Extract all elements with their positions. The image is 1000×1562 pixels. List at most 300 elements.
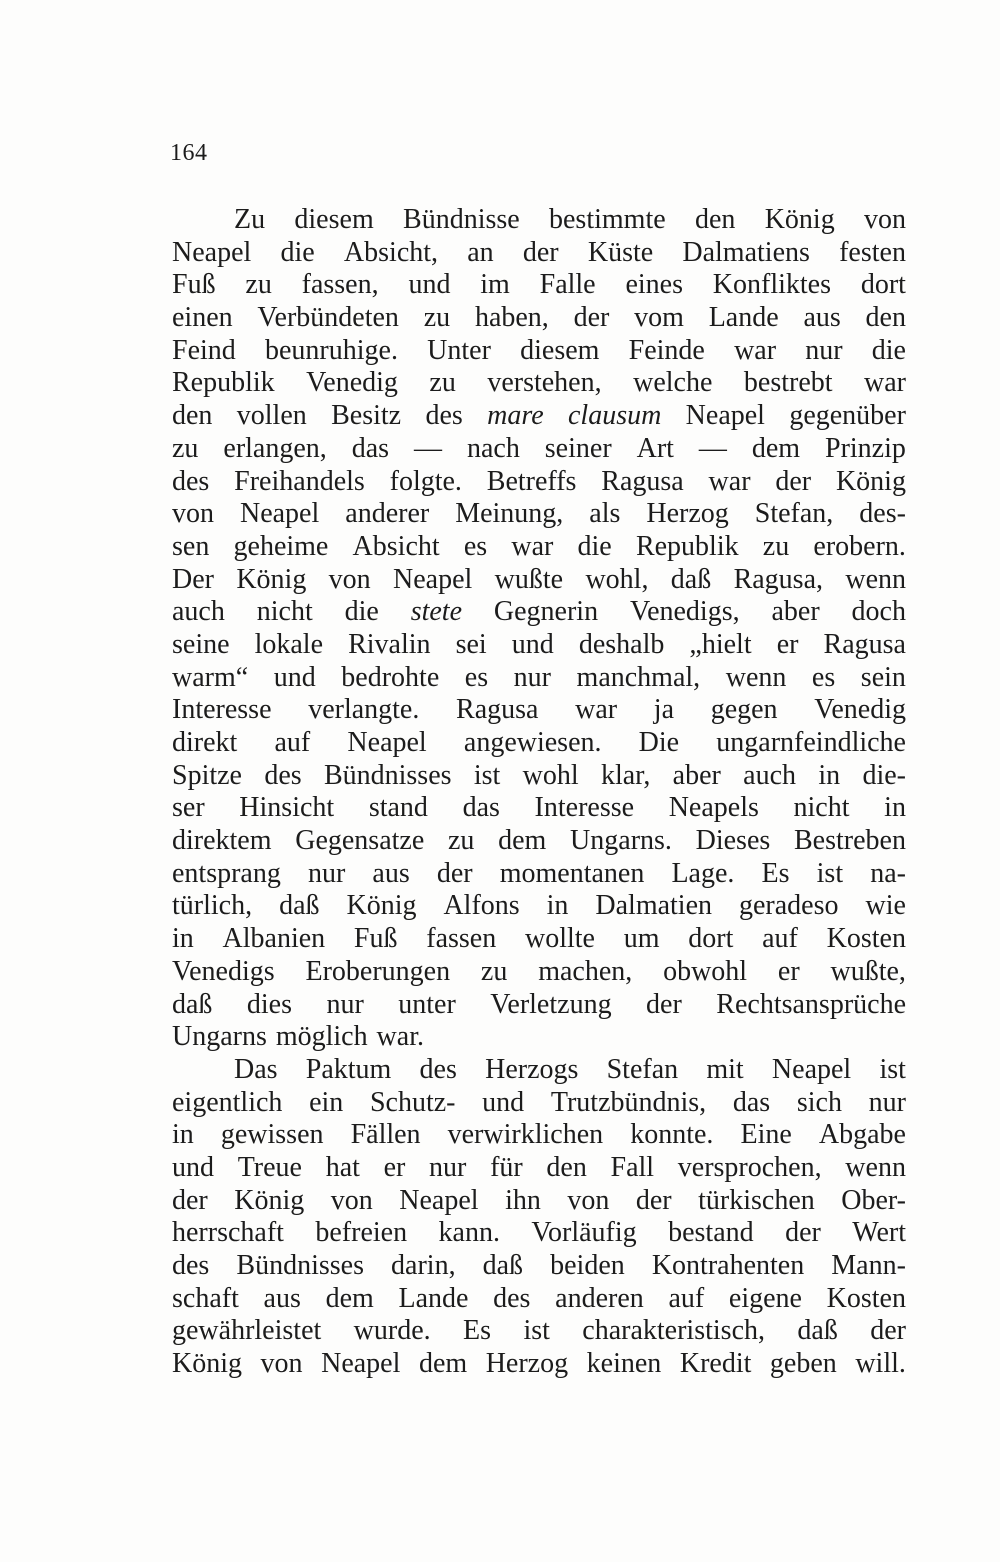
word: verwirklichen xyxy=(447,1119,604,1151)
word: daß xyxy=(172,988,213,1020)
word: gewissen xyxy=(220,1119,324,1151)
word: des xyxy=(493,1282,531,1314)
text-line xyxy=(172,433,906,466)
word: manchmal, xyxy=(576,661,701,693)
word: Dieses xyxy=(695,825,771,857)
word: vollen xyxy=(236,400,307,432)
word: zu xyxy=(245,269,272,301)
word: sen xyxy=(172,530,210,562)
word: Verbündeten xyxy=(257,302,399,334)
word: Neapel xyxy=(321,1348,401,1380)
word: versprochen, xyxy=(677,1151,822,1183)
text-line xyxy=(172,335,906,368)
word: konnte. xyxy=(630,1119,714,1151)
word: der xyxy=(635,1184,672,1216)
word: nur xyxy=(429,1151,467,1183)
text-line xyxy=(172,792,906,825)
word: Trutzbündnis, xyxy=(550,1086,707,1118)
word: wußte xyxy=(494,563,564,595)
word: angewiesen. xyxy=(463,727,602,758)
word: Paktum xyxy=(305,1053,392,1085)
word: in xyxy=(172,923,194,955)
word: das xyxy=(732,1086,771,1118)
word: den xyxy=(546,1151,587,1183)
word: Bestreben xyxy=(793,825,906,857)
word: Die xyxy=(638,727,680,758)
word: Besitz xyxy=(331,400,402,432)
word: Neapel xyxy=(685,400,765,432)
word: aus xyxy=(372,857,410,889)
word: kann. xyxy=(438,1217,500,1249)
word: gegenüber xyxy=(789,400,906,432)
word: an xyxy=(467,236,494,268)
word: lokale xyxy=(254,628,324,660)
word: — xyxy=(414,432,443,464)
word: folgte. xyxy=(389,465,462,497)
word: machen, xyxy=(538,955,633,987)
word: „hielt xyxy=(689,628,752,660)
word: Ungarns. xyxy=(570,825,672,857)
word: sein xyxy=(860,661,906,693)
word: Albanien xyxy=(222,923,326,955)
text-line xyxy=(172,1021,906,1054)
word: nicht xyxy=(256,596,313,628)
word: Fuß xyxy=(172,269,216,301)
italic-word: clausum xyxy=(568,400,662,432)
word: zu xyxy=(447,825,475,857)
word: die- xyxy=(862,759,906,791)
word: fassen, xyxy=(301,269,379,301)
word: Rechtsansprüche xyxy=(716,988,906,1020)
word: Betreffs xyxy=(486,465,577,497)
word: Das xyxy=(234,1053,278,1085)
word: Hinsicht xyxy=(239,792,335,824)
word: der xyxy=(785,1217,821,1249)
word: ist xyxy=(473,759,501,791)
word: und xyxy=(482,1086,525,1118)
word: aber xyxy=(771,596,820,628)
word: wohl, xyxy=(585,563,649,595)
word: Ober- xyxy=(841,1184,906,1216)
word: Lande xyxy=(398,1282,469,1314)
word: die xyxy=(871,334,906,366)
word: charakteristisch, xyxy=(582,1315,765,1347)
word: in xyxy=(818,759,841,791)
word: Kontrahenten xyxy=(651,1250,805,1281)
word: welche xyxy=(633,367,713,399)
word: nicht xyxy=(793,792,850,824)
word: König xyxy=(346,890,417,922)
word: Fällen xyxy=(350,1119,421,1151)
word: Ungarns xyxy=(172,1021,267,1053)
word: erobern. xyxy=(813,530,906,562)
word: war xyxy=(708,465,751,497)
word: bedrohte xyxy=(341,661,440,693)
word: befreien xyxy=(315,1217,408,1249)
word: diesem xyxy=(520,334,600,366)
word: wie xyxy=(865,890,906,922)
word: Gegensatze xyxy=(295,825,425,857)
word: des xyxy=(419,1053,457,1085)
word: der xyxy=(573,302,610,334)
text-line xyxy=(172,662,906,695)
word: von xyxy=(260,1348,303,1380)
word: Dalmatiens xyxy=(682,236,810,268)
word: obwohl xyxy=(663,955,748,987)
text-line xyxy=(172,1283,906,1316)
word: Wert xyxy=(852,1217,906,1249)
word: Es xyxy=(761,857,790,889)
word: er xyxy=(776,628,799,660)
word: Rivalin xyxy=(348,628,431,660)
word: aus xyxy=(263,1282,301,1314)
text-line xyxy=(172,1087,906,1120)
word: dem xyxy=(498,825,547,857)
word: die xyxy=(577,530,612,562)
word: König xyxy=(234,1184,305,1216)
word: nur xyxy=(326,988,364,1020)
word: war. xyxy=(376,1021,424,1053)
word: er xyxy=(777,955,800,987)
word: auf xyxy=(762,923,798,955)
text-line xyxy=(172,1250,906,1283)
italic-word: mare xyxy=(487,400,544,432)
word: ser xyxy=(172,792,205,824)
word: Lage. xyxy=(671,857,735,889)
word: ungarnfeindliche xyxy=(716,727,906,758)
text-line xyxy=(172,890,906,923)
word: dies xyxy=(246,988,293,1020)
text-line xyxy=(172,204,906,237)
word: aus xyxy=(803,302,841,334)
word: Konfliktes xyxy=(712,269,831,301)
text-line xyxy=(172,1217,906,1250)
word: wenn xyxy=(725,661,787,693)
word: König xyxy=(236,563,307,595)
word: bestimmte xyxy=(549,204,666,235)
text-line xyxy=(172,269,906,302)
word: Neapel xyxy=(172,236,252,268)
word: unter xyxy=(398,988,456,1020)
word: gewährleistet xyxy=(172,1315,322,1347)
word: Freihandels xyxy=(234,465,365,497)
text-line xyxy=(172,237,906,270)
word: keinen xyxy=(586,1348,662,1380)
text-line xyxy=(172,825,906,858)
word: Küste xyxy=(587,236,654,268)
word: festen xyxy=(839,236,906,268)
word: das xyxy=(462,792,500,824)
word: haben, xyxy=(474,302,549,334)
word: daß xyxy=(670,563,712,595)
word: es xyxy=(464,661,489,693)
word: war xyxy=(734,334,777,366)
word: seiner xyxy=(544,432,612,464)
word: Neapel xyxy=(771,1053,852,1085)
word: dem xyxy=(325,1282,374,1314)
word: ein xyxy=(309,1086,344,1118)
word: sich xyxy=(796,1086,842,1118)
word: verlangte. xyxy=(308,694,420,726)
word: Bündnisses xyxy=(323,759,452,791)
word: es xyxy=(463,530,488,562)
word: Neapel xyxy=(399,1184,479,1216)
word: wurde. xyxy=(353,1315,431,1347)
word: war xyxy=(864,367,906,399)
word: eigentlich xyxy=(172,1086,283,1118)
text-line xyxy=(172,564,906,597)
word: beiden xyxy=(550,1250,625,1281)
word: verstehen, xyxy=(487,367,602,399)
word: dem xyxy=(418,1348,468,1380)
word: Der xyxy=(172,563,214,595)
word: der xyxy=(436,857,473,889)
word: Fall xyxy=(610,1151,655,1183)
word: Treue xyxy=(237,1151,302,1183)
word: hat xyxy=(325,1151,360,1183)
word: Feinde xyxy=(628,334,705,366)
word: Verletzung xyxy=(490,988,612,1020)
word: Spitze xyxy=(172,759,242,791)
word: Neapel xyxy=(347,727,427,758)
word: wohl xyxy=(522,759,579,791)
text-line xyxy=(172,989,906,1022)
text-line xyxy=(172,629,906,662)
text-line xyxy=(172,1348,906,1381)
word: Gegnerin xyxy=(493,596,599,628)
word: der xyxy=(775,465,812,497)
word: Vorläufig xyxy=(531,1217,637,1249)
word: Eine xyxy=(740,1119,792,1151)
word: anderen xyxy=(555,1282,644,1314)
word: Mann- xyxy=(831,1250,906,1281)
word: der xyxy=(646,988,682,1020)
word: im xyxy=(480,269,510,301)
word: um xyxy=(623,923,660,955)
word: für xyxy=(490,1151,523,1183)
word: Bündnisse xyxy=(403,204,520,235)
word: Art xyxy=(636,432,674,464)
word: und xyxy=(511,628,554,660)
word: ihn xyxy=(505,1184,541,1216)
word: den xyxy=(694,204,736,235)
word: auch xyxy=(743,759,797,791)
word: Falle xyxy=(539,269,596,301)
text-line xyxy=(172,400,906,433)
word: Neapels xyxy=(668,792,759,824)
word: aber xyxy=(672,759,721,791)
word: erlangen, xyxy=(223,432,327,464)
word: Absicht, xyxy=(343,236,439,268)
word: Herzog xyxy=(485,1348,569,1380)
word: schaft xyxy=(172,1282,239,1314)
word: sei xyxy=(455,628,487,660)
word: herrschaft xyxy=(172,1217,284,1249)
word: wußte, xyxy=(830,955,906,987)
word: und xyxy=(172,1151,214,1183)
word: Absicht xyxy=(352,530,440,562)
text-line xyxy=(172,466,906,499)
word: eines xyxy=(625,269,683,301)
word: nur xyxy=(513,661,551,693)
word: Ragusa xyxy=(823,628,906,660)
word: des- xyxy=(859,498,906,530)
word: König xyxy=(764,204,835,235)
word: möglich xyxy=(275,1021,368,1053)
word: fassen xyxy=(426,923,497,955)
word: vom xyxy=(634,302,684,334)
word: von xyxy=(328,563,371,595)
word: Interesse xyxy=(172,694,272,726)
word: von xyxy=(172,498,214,530)
word: und xyxy=(273,661,316,693)
word: Ragusa xyxy=(456,694,539,726)
word: gegen xyxy=(710,694,778,726)
word: will. xyxy=(855,1348,906,1380)
word: dem xyxy=(751,432,801,464)
word: des xyxy=(172,1250,210,1281)
word: Dalmatien xyxy=(595,890,713,922)
word: dort xyxy=(860,269,906,301)
word: Zu xyxy=(234,204,266,235)
word: Feind xyxy=(172,334,236,366)
text-line xyxy=(172,302,906,335)
word: Venedig xyxy=(306,367,398,399)
text-line xyxy=(172,1119,906,1152)
word: Meinung, xyxy=(455,498,564,530)
word: ja xyxy=(653,694,675,726)
word: und xyxy=(408,269,451,301)
word: zu xyxy=(423,302,451,334)
word: geben xyxy=(769,1348,837,1380)
text-line xyxy=(172,923,906,956)
word: der xyxy=(522,236,559,268)
word: von xyxy=(863,204,906,235)
text-line xyxy=(172,498,906,531)
word: war xyxy=(511,530,554,562)
word: nach xyxy=(466,432,520,464)
word: des xyxy=(172,465,210,497)
word: König xyxy=(172,1348,242,1380)
word: doch xyxy=(851,596,906,628)
word: wenn xyxy=(845,1151,906,1183)
word: Prinzip xyxy=(825,432,906,464)
word: Es xyxy=(463,1315,492,1347)
word: Schutz- xyxy=(369,1086,456,1118)
word: auf xyxy=(668,1282,705,1314)
word: darin, xyxy=(391,1250,456,1281)
word: Interesse xyxy=(534,792,635,824)
word: nur xyxy=(805,334,843,366)
word: seine xyxy=(172,628,230,660)
word: zu xyxy=(429,367,456,399)
word: direktem xyxy=(172,825,272,857)
word: den xyxy=(865,302,906,334)
word: ist xyxy=(879,1053,906,1085)
word: geradeso xyxy=(738,890,839,922)
word: na- xyxy=(870,857,906,889)
word: der xyxy=(870,1315,906,1347)
word: war xyxy=(575,694,618,726)
word: der xyxy=(172,1184,208,1216)
word: mit xyxy=(706,1053,744,1085)
word: Alfons xyxy=(443,890,520,922)
word: daß xyxy=(482,1250,524,1281)
word: stand xyxy=(368,792,428,824)
word: ist xyxy=(523,1315,550,1347)
word: die xyxy=(280,236,315,268)
word: zu xyxy=(762,530,790,562)
word: warm“ xyxy=(172,661,249,693)
word: einen xyxy=(172,302,233,334)
word: momentanen xyxy=(499,857,645,889)
word: Fuß xyxy=(353,923,398,955)
word: Bündnisses xyxy=(236,1250,364,1281)
word: die xyxy=(344,596,379,628)
word: wenn xyxy=(845,563,906,595)
text-line xyxy=(172,596,906,629)
word: bestrebt xyxy=(743,367,833,399)
text-line xyxy=(172,1054,906,1087)
word: wollte xyxy=(524,923,595,955)
word: Lande xyxy=(708,302,779,334)
word: Eroberungen xyxy=(305,955,451,987)
word: von xyxy=(330,1184,373,1216)
word: anderer xyxy=(345,498,430,530)
text-line xyxy=(172,531,906,564)
page-number: 164 xyxy=(170,140,208,166)
word: Herzogs xyxy=(485,1053,579,1085)
word: Herzog xyxy=(646,498,729,530)
word: es xyxy=(811,661,836,693)
word: deshalb xyxy=(578,628,665,660)
word: Ragusa, xyxy=(733,563,823,595)
word: Venedigs xyxy=(172,955,275,987)
word: beunruhige. xyxy=(264,334,398,366)
italic-word: stete xyxy=(410,596,463,628)
text-line xyxy=(172,956,906,989)
word: nur xyxy=(868,1086,906,1118)
word: als xyxy=(589,498,621,530)
word: Venedig xyxy=(814,694,906,726)
word: diesem xyxy=(294,204,374,235)
word: in xyxy=(546,890,569,922)
body-text xyxy=(172,204,906,1381)
word: entsprang xyxy=(172,857,281,889)
word: Stefan, xyxy=(754,498,834,530)
word: Kosten xyxy=(826,1282,906,1314)
word: des xyxy=(264,759,302,791)
word: Stefan xyxy=(606,1053,679,1085)
text-line xyxy=(172,727,906,760)
text-line xyxy=(172,694,906,727)
word: türkischen xyxy=(698,1184,815,1216)
word: Kosten xyxy=(826,923,906,955)
word: bestand xyxy=(668,1217,754,1249)
word: von xyxy=(567,1184,610,1216)
text-line xyxy=(172,1315,906,1348)
word: zu xyxy=(480,955,508,987)
word: in xyxy=(884,792,906,824)
word: direkt xyxy=(172,727,238,758)
word: König xyxy=(835,465,906,497)
word: Kredit xyxy=(679,1348,752,1380)
word: Republik xyxy=(635,530,739,562)
text-line xyxy=(172,1152,906,1185)
text-line xyxy=(172,760,906,793)
word: Unter xyxy=(427,334,491,366)
word: des xyxy=(425,400,463,432)
